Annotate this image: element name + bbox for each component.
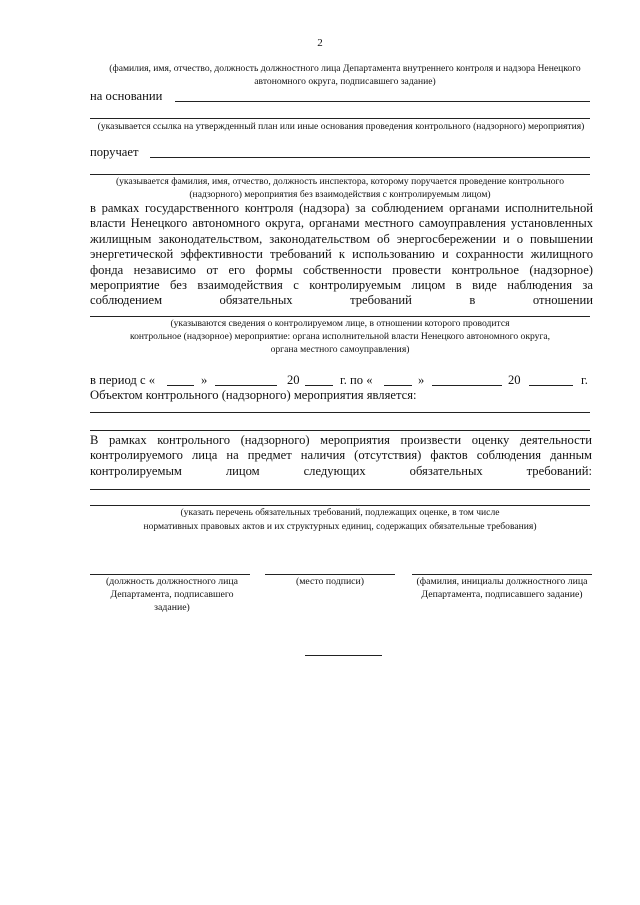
basis-caption: (указывается ссылка на утвержденный план или иные основания проведения контрольного (надзорного) мероприятия) — [97, 121, 585, 132]
closing-separator — [305, 655, 382, 656]
period-day-2-blank — [384, 385, 412, 386]
controlled-line — [90, 316, 590, 317]
period-year-1-blank — [305, 385, 333, 386]
requirements-caption-1: (указать перечень обязательных требований, подлежащих оценке, в том числе — [180, 507, 500, 518]
assigns-line-2 — [90, 174, 590, 175]
basis-line — [175, 101, 590, 102]
period-day-1-blank — [167, 385, 194, 386]
period-year-suffix-1: г. по « — [340, 373, 373, 387]
period-year-prefix-1: 20 — [287, 373, 300, 387]
inspector-caption: (указывается фамилия, имя, отчество, должность инспектора, которому поручается проведение контрольного (надзорного) мероприятия без взаимодействия с контролируемым лицом) — [115, 176, 565, 200]
period-month-2-blank — [432, 385, 502, 386]
controlled-caption-1: (указываются сведения о контролируемом лице, в отношении которого проводится — [170, 318, 510, 329]
requirements-line-2 — [90, 505, 590, 506]
basis-label: на основании — [90, 89, 163, 103]
basis-line-2 — [90, 118, 590, 119]
object-label: Объектом контрольного (надзорного) мероприятия является: — [90, 388, 417, 402]
signer-caption: (фамилия, имя, отчество, должность должностного лица Департамента внутреннего контроля и надзора Ненецкого автономного округа, подписавшего задание) — [109, 63, 581, 87]
period-month-1-blank — [215, 385, 277, 386]
assessment-paragraph: В рамках контрольного (надзорного) мероприятия произвести оценку деятельности контролируемого лица на предмет наличия (отсутствия) фактов соблюдения данным контролируемым лицом следующих обязательных требований: — [90, 433, 592, 478]
controlled-caption-2: контрольное (надзорное) мероприятие: органа исполнительной власти Ненецкого автономного округа, — [129, 331, 551, 342]
assigns-label: поручает — [90, 145, 139, 159]
signature-position-caption: (должность должностного лица Департамента, подписавшего задание) — [105, 576, 239, 613]
signature-place-caption: (место подписи) — [295, 576, 365, 587]
period-year-prefix-2: 20 — [508, 373, 521, 387]
object-line-1 — [90, 412, 590, 413]
assigns-line — [150, 157, 590, 158]
page-number: 2 — [317, 37, 323, 49]
requirements-line-1 — [90, 489, 590, 490]
period-year-suffix-2: г. — [581, 373, 588, 387]
period-quote-1: » — [201, 373, 208, 387]
object-line-2 — [90, 430, 590, 431]
period-quote-2: » — [418, 373, 425, 387]
requirements-caption-2: нормативных правовых актов и их структурных единиц, содержащих обязательные требования) — [143, 521, 537, 532]
signature-name-caption: (фамилия, инициалы должностного лица Департамента, подписавшего задание) — [416, 576, 588, 600]
period-prefix: в период с « — [90, 373, 155, 387]
period-year-2-blank — [529, 385, 573, 386]
main-paragraph: в рамках государственного контроля (надзора) за соблюдением органами исполнительной власти Ненецкого автономного округа, органами местного самоуправления установленных жилищным законодательством, законодательством об энергосбережении и о повышении энергетической эффективности требований к использованию и сохранности жилищного фонда независимо от его формы собственности провести контрольное (надзорное) мероприятие без взаимодействия с контролируемым лицом в виде наблюдения за соблюдением обязательных требований в отношении — [90, 201, 593, 308]
controlled-caption-3: органа местного самоуправления) — [270, 344, 410, 355]
